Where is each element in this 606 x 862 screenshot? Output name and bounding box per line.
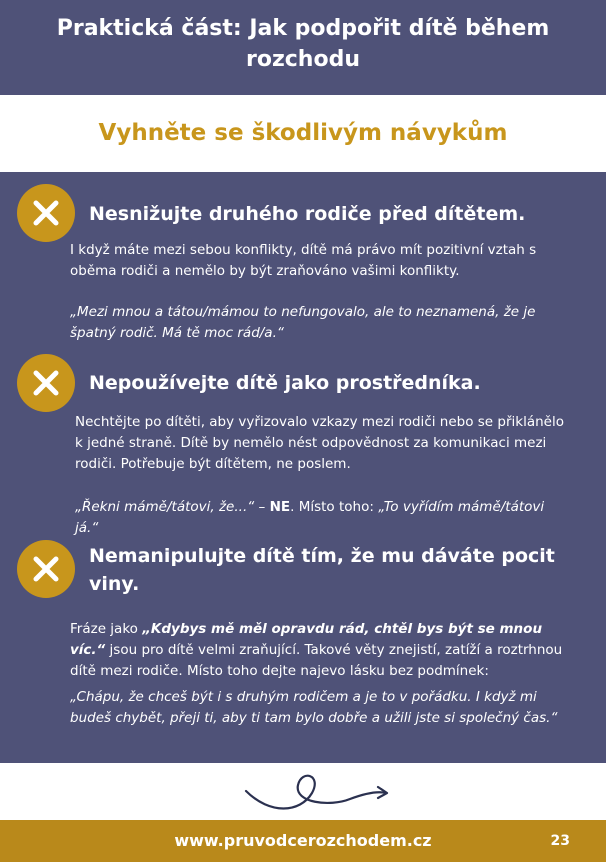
close-icon [17, 184, 75, 242]
page-number: 23 [550, 833, 570, 849]
section-2-title: Nepoužívejte dítě jako prostředníka. [89, 372, 481, 394]
close-icon [17, 354, 75, 412]
section-1-quote: „Mezi mnou a tátou/mámou to nefungovalo, ale to neznamená, že je špatný rodič. Má tě moc rád/a.“ [70, 304, 536, 341]
section-3-text: Fráze jako „Kdybys mě měl opravdu rád, chtěl bys být se mnou víc.“ jsou pro dítě velmi zraňující. Takové věty znejistí, zatíží a roztrhnou dítě mezi rodiče. Místo toho dejte najevo lásku bez podmínek: [70, 621, 563, 679]
page-header [0, 0, 606, 95]
section-1-title: Nesnižujte druhého rodiče před dítětem. [89, 203, 526, 225]
section-banner [0, 95, 606, 172]
curly-arrow-icon [240, 763, 400, 820]
decoration-area [0, 763, 606, 820]
close-icon [17, 540, 75, 598]
section-3-title: Nemanipulujte dítě tím, že mu dáváte pocit viny. [89, 545, 555, 595]
section-1-text: I když máte mezi sebou konflikty, dítě má právo mít pozitivní vztah s oběma rodiči a nemělo by být zraňováno vašimi konflikty. [70, 242, 537, 279]
website-link[interactable]: www.pruvodcerozchodem.cz [174, 831, 432, 850]
section-heading: Vyhněte se škodlivým návykům [98, 120, 508, 146]
section-2-text: Nechtějte po dítěti, aby vyřizovalo vzkazy mezi rodiči nebo se přiklánělo k jedné straně. Dítě by nemělo nést odpovědnost za komunikaci mezi rodiči. Potřebuje být dítětem, ne poslem. [75, 414, 564, 472]
page-footer [0, 820, 606, 862]
content-panel [0, 172, 606, 763]
section-3-quote: „Chápu, že chceš být i s druhým rodičem a je to v pořádku. I když mi budeš chybět, přeji ti, aby ti tam bylo dobře a užili jste si společný čas.“ [70, 689, 558, 726]
page-title: Praktická část: Jak podpořit dítě během rozchodu [56, 16, 550, 72]
section-2-quote: „Řekni mámě/tátovi, že...“ – NE. Místo toho: „To vyřídím mámě/tátovi já.“ [75, 499, 545, 536]
